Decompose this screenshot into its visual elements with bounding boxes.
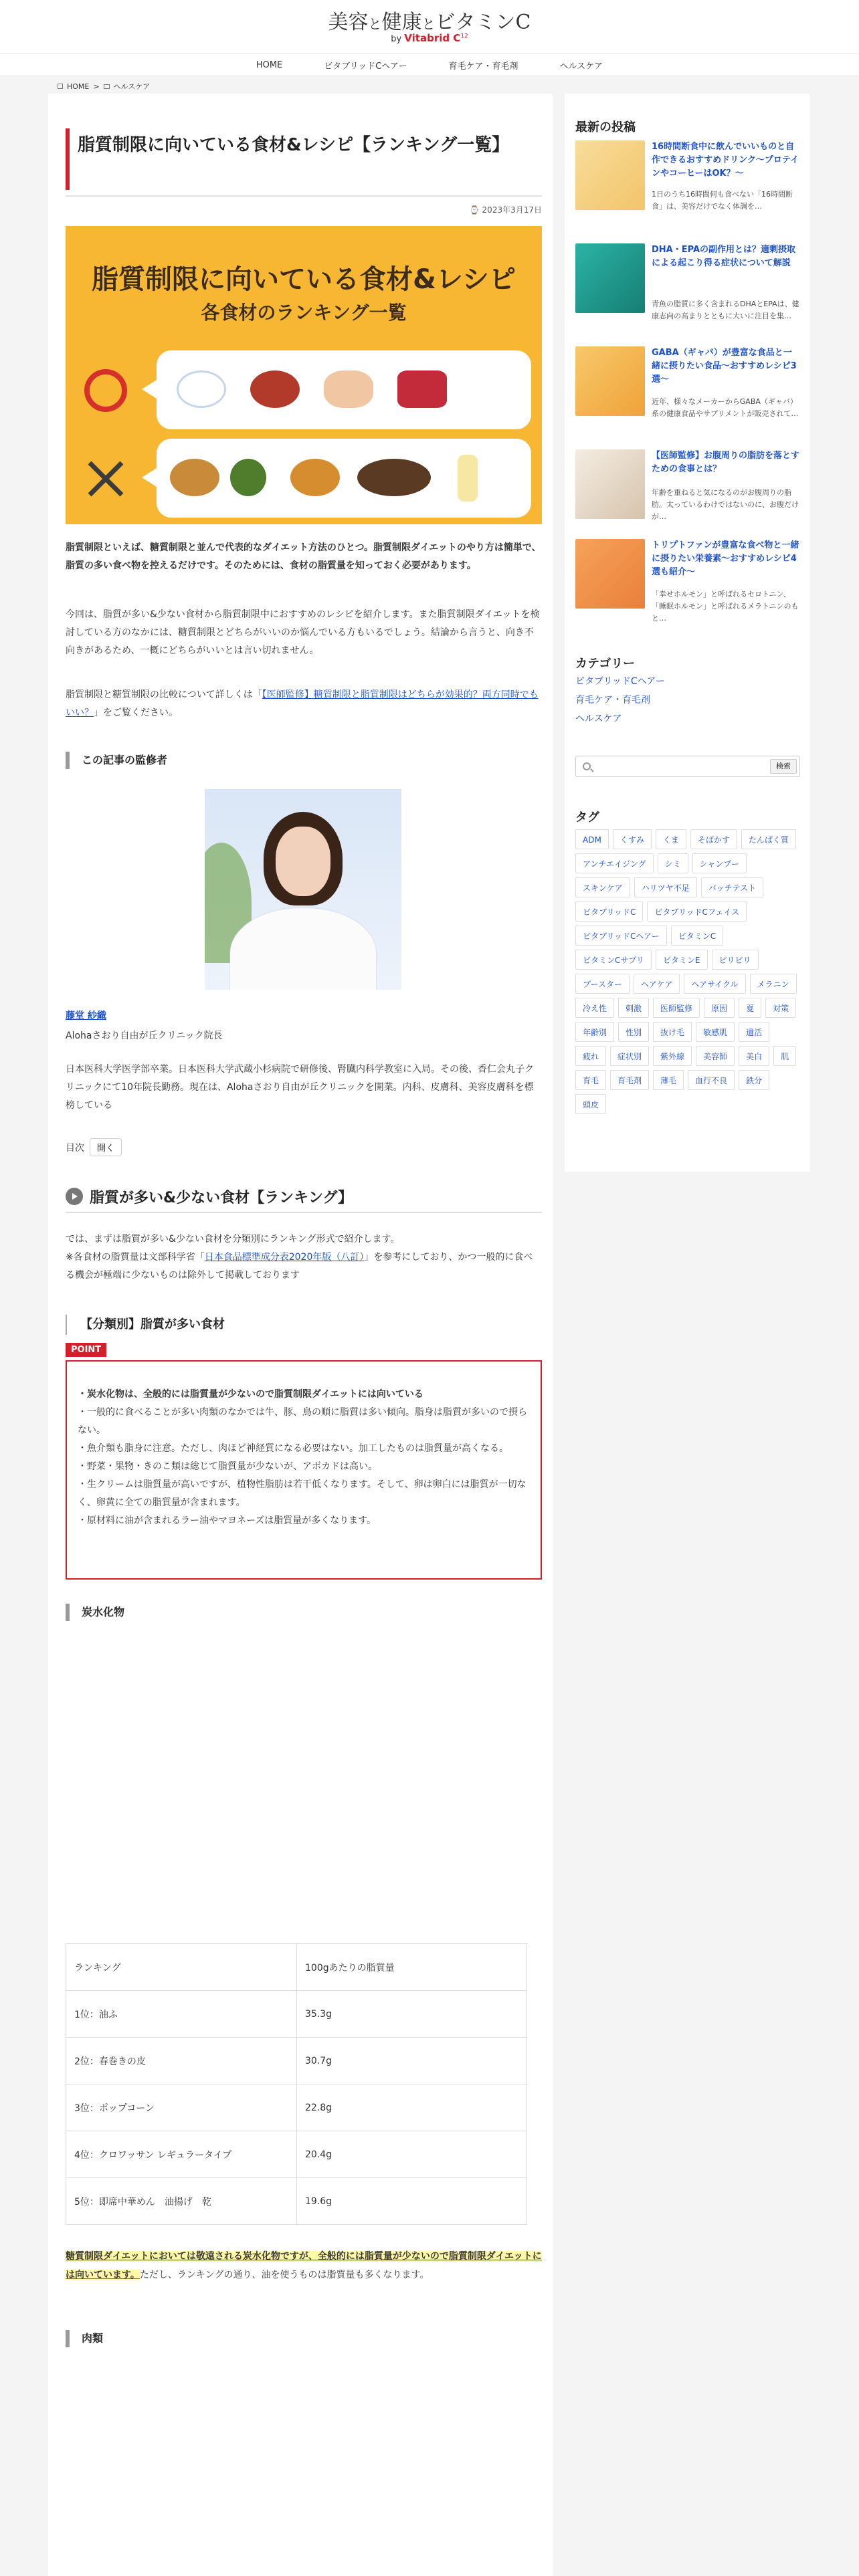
- logo-brand-sup: 12: [460, 33, 468, 40]
- tag-link[interactable]: くすみ: [613, 829, 652, 849]
- tag-link[interactable]: ヘアケア: [634, 974, 680, 994]
- subsection-heading-category: 【分類別】脂質が多い食材: [66, 1315, 542, 1335]
- table-cell-food: 1位：油ふ: [66, 1991, 297, 2038]
- folder-icon: [104, 84, 110, 89]
- tag-link[interactable]: 血行不良: [688, 1070, 735, 1090]
- post-title-link[interactable]: 【医師監修】お腹周りの脂肪を落とすための食事とは？: [652, 451, 800, 474]
- table-cell-fat: 35.3g: [297, 1991, 527, 2038]
- hero-title: 脂質制限に向いている食材&レシピ: [92, 264, 516, 295]
- post-thumbnail[interactable]: [575, 140, 645, 210]
- table-header-cell: ランキング: [66, 1944, 297, 1991]
- intro-link-post: 」をご覧ください。: [94, 708, 178, 718]
- breadcrumb-current[interactable]: ヘルスケア: [113, 82, 151, 91]
- chicken-icon: [324, 370, 373, 408]
- table-row: [66, 1991, 527, 2038]
- logo-text: 健康: [381, 11, 422, 34]
- search-button[interactable]: 検索: [770, 759, 797, 774]
- tag-link[interactable]: 紫外線: [653, 1046, 692, 1066]
- tag-link[interactable]: 対策: [765, 998, 796, 1018]
- post-excerpt: 「幸せホルモン」と呼ばれるセロトニン、「睡眠ホルモン」と呼ばれるメラトニンのもと…: [652, 590, 799, 623]
- miso-soup-icon: [250, 370, 300, 408]
- cross-mark-icon: [82, 455, 130, 503]
- food-composition-table-link[interactable]: 日本食品標準成分表2020年版（八訂）: [204, 1252, 365, 1263]
- tag-link[interactable]: 美容師: [696, 1046, 735, 1066]
- point-box: [66, 1360, 542, 1580]
- ranking-intro: [66, 1230, 542, 1285]
- hero-image: [66, 226, 542, 524]
- table-of-contents: [66, 1138, 122, 1156]
- tag-link[interactable]: 疲れ: [575, 1046, 606, 1066]
- tag-link[interactable]: シミ: [658, 853, 688, 873]
- table-cell-food: 5位：即席中華めん 油揚げ 乾: [66, 2178, 297, 2225]
- tuna-icon: [397, 370, 447, 408]
- logo-text: と: [368, 16, 382, 32]
- post-title-link[interactable]: トリプトファンが豊富な食べ物と一緒に摂りたい栄養素〜おすすめレシピ4選も紹介〜: [652, 540, 799, 577]
- tag-link[interactable]: ピリピリ: [712, 950, 759, 970]
- category-link-health-care[interactable]: ヘルスケア: [575, 714, 622, 724]
- tag-link[interactable]: 頭皮: [575, 1094, 606, 1114]
- tag-link[interactable]: ビタミンCサプリ: [575, 950, 652, 970]
- table-row: [66, 2178, 527, 2225]
- search-input[interactable]: [575, 756, 800, 777]
- intro-link-pre: 脂質制限と糖質制限の比較について詳しくは「: [66, 689, 262, 700]
- breadcrumb: [58, 81, 150, 92]
- tag-link[interactable]: 刺激: [618, 998, 649, 1018]
- face-shape: [276, 827, 330, 896]
- logo-byline: [0, 32, 859, 44]
- ranking-intro-line: では、まずは脂質が多い&少ない食材を分類別にランキング形式で紹介します。: [66, 1234, 400, 1245]
- tag-link[interactable]: たんぱく質: [741, 829, 796, 849]
- recent-posts-heading: 最新の投稿: [575, 120, 636, 134]
- breadcrumb-separator: >: [93, 82, 100, 91]
- tag-link[interactable]: ビタミンE: [656, 950, 708, 970]
- tag-link[interactable]: ADM: [575, 829, 609, 849]
- ranking-source-note: [66, 1249, 542, 1285]
- point-item: ・魚介類も脂身に注意。ただし、肉ほど神経質になる必要はない。加工したものは脂質量が高くなる。: [78, 1443, 508, 1454]
- table-cell-food: 2位：春巻きの皮: [66, 2038, 297, 2084]
- tag-link[interactable]: 肌: [773, 1046, 796, 1066]
- breadcrumb-home[interactable]: HOME: [67, 82, 90, 91]
- hero-good-foods-row: [82, 350, 531, 429]
- tag-link[interactable]: そばかす: [690, 829, 737, 849]
- site-header: [0, 0, 859, 53]
- supervisor-name-link[interactable]: 藤堂 紗織: [66, 1010, 106, 1021]
- tag-link[interactable]: 鉄分: [739, 1070, 769, 1090]
- point-item: ・生クリームは脂質量が高いですが、植物性脂肪は若干低くなります。そして、卵は卵白には脂質が一切なく、卵黄に全ての脂質量が含まれます。: [78, 1479, 527, 1508]
- circle-mark-icon: [82, 366, 130, 415]
- clock-icon: ⌚: [469, 205, 482, 215]
- croissant-icon: [170, 459, 219, 496]
- hero-subtitle: 各食材のランキング一覧: [201, 302, 407, 324]
- tag-cloud: [575, 829, 800, 1114]
- table-row: [66, 2038, 527, 2084]
- table-cell-food: 3位：ポップコーン: [66, 2084, 297, 2131]
- curry-icon: [357, 459, 431, 496]
- fat-ranking-table: [66, 1943, 527, 2225]
- tag-link[interactable]: ハリツヤ不足: [634, 877, 697, 897]
- table-cell-food: 4位：クロワッサン レギュラータイプ: [66, 2131, 297, 2178]
- tag-link[interactable]: ビタミンC: [671, 926, 723, 946]
- tag-link[interactable]: 美白: [739, 1046, 769, 1066]
- intro-bold-paragraph: 脂質制限といえば、糖質制限と並んで代表的なダイエット方法のひとつ。脂質制限ダイエットのやり方は簡単で、脂質の多い食べ物を控えるだけです。そのためには、食材の脂質量を知っておく必要があります。: [66, 542, 541, 571]
- carbs-summary: [66, 2247, 542, 2284]
- rice-icon: [177, 370, 226, 408]
- tag-link[interactable]: 冷え性: [575, 998, 614, 1018]
- post-date-text: 2023年3月17日: [482, 205, 542, 215]
- point-item: ・一般的に食べることが多い肉類のなかでは牛、豚、鳥の順に脂質は多い傾向。脂身は脂質が多いので摂らない。: [78, 1407, 527, 1436]
- recent-post-item[interactable]: [575, 449, 800, 539]
- category-link-hair-care[interactable]: 育毛ケア・育毛剤: [575, 695, 650, 706]
- point-badge: POINT: [66, 1343, 106, 1357]
- tag-link[interactable]: 原因: [704, 998, 735, 1018]
- nav-vitabrid-hair[interactable]: ビタブリッドCヘアー: [324, 61, 407, 72]
- table-cell-fat: 20.4g: [297, 2131, 527, 2178]
- post-excerpt: 年齢を重ねると気になるのがお腹周りの脂肪。太っているわけではないのに、お腹だけが…: [652, 488, 799, 521]
- table-cell-fat: 30.7g: [297, 2038, 527, 2084]
- carbs-heading: 炭水化物: [66, 1604, 542, 1621]
- post-title-link[interactable]: 16時間断食中に飲んでいいものと自作できるおすすめドリンク〜プロテインやコーヒーはOK？〜: [652, 142, 799, 179]
- tag-link[interactable]: 育毛剤: [610, 1070, 649, 1090]
- tag-link[interactable]: メラニン: [750, 974, 797, 994]
- tag-link[interactable]: ビタブリッドCフェイス: [647, 901, 747, 922]
- post-title-link[interactable]: GABA（ギャバ）が豊富な食品と一緒に摂りたい食品〜おすすめレシピ3選〜: [652, 348, 797, 385]
- post-date: [470, 204, 542, 215]
- toc-open-button[interactable]: 開く: [90, 1138, 122, 1156]
- supervisor-clinic: Alohaさおり自由が丘クリニック院長: [66, 1031, 223, 1041]
- supervisor-photo: [205, 789, 401, 990]
- section-heading-text: 脂質が多い&少ない食材【ランキング】: [90, 1189, 353, 1206]
- article-title: 脂質制限に向いている食材&レシピ【ランキング一覧】: [66, 128, 542, 190]
- tag-link[interactable]: 症状別: [610, 1046, 649, 1066]
- table-row: [66, 2084, 527, 2131]
- source-note-pre: ※各食材の脂質量は文部科学省「: [66, 1252, 205, 1263]
- nav-home[interactable]: HOME: [256, 60, 283, 70]
- tag-link[interactable]: パッチテスト: [701, 877, 764, 897]
- table-header-row: [66, 1944, 527, 1991]
- post-excerpt: 1日のうち16時間何も食べない「16時間断食」は、美容だけでなく体調を…: [652, 190, 793, 211]
- tag-link[interactable]: ブースター: [575, 974, 630, 994]
- post-excerpt: 近年、様々なメーカーからGABA（ギャバ）系の健康食品やサプリメントが販売されて…: [652, 397, 799, 418]
- logo-by: by: [391, 34, 402, 44]
- post-thumbnail[interactable]: [575, 346, 645, 416]
- table-cell-fat: 19.6g: [297, 2178, 527, 2225]
- tag-link[interactable]: 抜け毛: [653, 1022, 692, 1042]
- nav-hair-care[interactable]: 育毛ケア・育毛剤: [448, 61, 518, 72]
- chevron-right-icon: [66, 1188, 83, 1205]
- site-logo[interactable]: [0, 5, 859, 35]
- tag-link[interactable]: 育毛: [575, 1070, 606, 1090]
- tags-heading: タグ: [575, 811, 599, 825]
- tag-link[interactable]: アンチエイジング: [575, 853, 654, 873]
- tag-link[interactable]: くま: [656, 829, 686, 849]
- search-icon: [583, 762, 591, 770]
- global-nav: [0, 53, 859, 76]
- avocado-icon: [230, 459, 266, 496]
- logo-brand: Vitabrid C: [404, 32, 461, 44]
- intro-paragraph: 今回は、脂質が多い&少ない食材から脂質制限中におすすめのレシピを紹介します。また脂質制限ダイエットを検討している方のなかには、糖質制限とどちらがいいのか悩んでいる方もいるでしょう。結論から言うと、向き不向きがあるため、一概にどちらがいいとは言い切れません。: [66, 609, 540, 656]
- tag-link[interactable]: 性別: [618, 1022, 649, 1042]
- tag-link[interactable]: ヘアサイクル: [684, 974, 745, 994]
- nav-health-care[interactable]: ヘルスケア: [559, 61, 603, 72]
- point-item: ・原材料に油が含まれるラー油やマヨネーズは脂質量が多くなります。: [78, 1515, 377, 1526]
- good-foods-bubble: [157, 350, 531, 429]
- recent-post-item[interactable]: [575, 539, 800, 629]
- hero-bad-foods-row: [82, 439, 531, 518]
- table-row: [66, 2131, 527, 2178]
- meat-heading: 肉類: [66, 2330, 542, 2347]
- section-heading-ranking: [66, 1181, 542, 1213]
- category-link-vitabrid-hair[interactable]: ビタブリッドCヘアー: [575, 676, 665, 687]
- tag-link[interactable]: 敏感肌: [696, 1022, 735, 1042]
- post-thumbnail[interactable]: [575, 449, 645, 519]
- recent-post-item[interactable]: [575, 243, 800, 333]
- tag-link[interactable]: 年齢別: [575, 1022, 614, 1042]
- logo-text: と: [421, 16, 436, 32]
- recent-post-item[interactable]: [575, 346, 800, 436]
- table-header-cell: 100gあたりの脂質量: [297, 1944, 527, 1991]
- post-thumbnail[interactable]: [575, 243, 645, 313]
- tag-link[interactable]: 薄毛: [653, 1070, 684, 1090]
- tag-link[interactable]: ビタブリッドC: [575, 901, 643, 922]
- tag-link[interactable]: シャンプー: [692, 853, 747, 873]
- comparison-article-link[interactable]: 【医師監修】糖質制限と脂質制限はどちらが効果的？両方同時でもいい？: [66, 689, 539, 718]
- bad-foods-bubble: [157, 439, 531, 518]
- logo-text: 美容: [328, 11, 369, 34]
- post-title-link[interactable]: DHA・EPAの副作用とは？適剰摂取による起こり得る症状について解説: [652, 245, 796, 268]
- tag-link[interactable]: 医師監修: [653, 998, 700, 1018]
- source-note-post: 」を参考にしており、かつ一般的に食べる機会が極端に少ないものは除外して掲載しております: [66, 1252, 533, 1281]
- toc-label: 目次: [66, 1142, 84, 1154]
- post-excerpt: 青魚の脂質に多く含まれるDHAとEPAは、健康志向の高まりとともに大いに注目を集…: [652, 300, 799, 320]
- post-thumbnail[interactable]: [575, 539, 645, 609]
- summary-text: ただし、ランキングの通り、油を使うものは脂質量も多くなります。: [139, 2270, 430, 2280]
- mayonnaise-icon: [458, 455, 478, 502]
- home-icon: [58, 84, 63, 89]
- intro-link-paragraph: [66, 686, 542, 722]
- tag-link[interactable]: ビタブリッドCヘアー: [575, 926, 667, 946]
- table-cell-fat: 22.8g: [297, 2084, 527, 2131]
- point-item: ・炭水化物は、全般的には脂質量が少ないので脂質制限ダイエットには向いている: [78, 1389, 423, 1400]
- tag-link[interactable]: 遺活: [739, 1022, 769, 1042]
- category-heading: カテゴリー: [575, 657, 636, 671]
- supervisor-heading: この記事の監修者: [66, 752, 542, 769]
- coat-shape: [230, 908, 376, 990]
- tag-link[interactable]: 夏: [739, 998, 761, 1018]
- supervisor-bio: 日本医科大学医学部卒業。日本医科大学武蔵小杉病院で研修後、腎臓内科学教室に入局。その後、香仁会丸子クリニックにて10年院長勤務。現在は、Alohaさおり自由が丘クリニックを開業。内科、皮膚科、美容皮膚科を標榜している: [66, 1064, 534, 1111]
- title-divider: [66, 195, 542, 197]
- logo-text: ビタミンC: [435, 11, 531, 34]
- highlighted-text: 糖質制限ダイエットにおいては敬遠される炭水化物ですが、全般的には脂質量が少ないので脂質制限ダイエットには向いています。: [66, 2251, 542, 2280]
- fried-chicken-icon: [290, 459, 340, 496]
- recent-post-item[interactable]: [575, 140, 800, 230]
- tag-link[interactable]: スキンケア: [575, 877, 630, 897]
- point-item: ・野菜・果物・きのこ類は総じて脂質量が少ないが、アボカドは高い。: [78, 1461, 377, 1472]
